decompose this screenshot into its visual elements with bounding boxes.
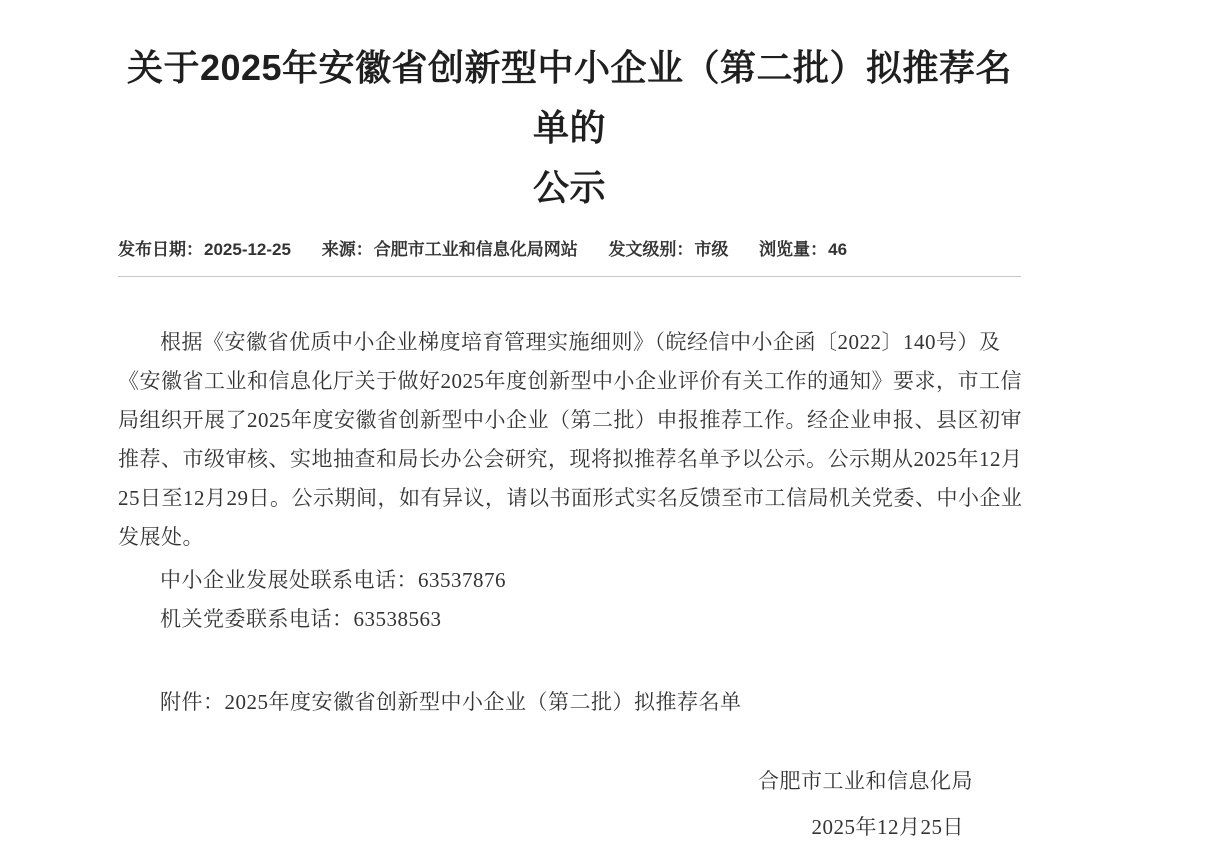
article-body: [118, 323, 1021, 847]
meta-level-value: 市级: [694, 240, 729, 259]
meta-level: [608, 238, 728, 262]
paragraph-line: 推荐、市级审核、实地抽查和局长办公会研究，现将拟推荐名单予以公示。公示期从2025年12月: [118, 447, 1023, 471]
meta-source-value: 合肥市工业和信息化局网站: [373, 240, 578, 259]
page-title-line-2: 公示: [532, 167, 606, 208]
contact-info: [118, 561, 1021, 639]
meta-publish-date: [118, 238, 291, 262]
content-divider: [118, 276, 1021, 277]
meta-views: [759, 238, 847, 262]
meta-source: [322, 238, 578, 262]
meta-level-label: 发文级别：: [608, 240, 694, 259]
meta-views-value: 46: [828, 240, 848, 259]
page-title-line-1: 关于2025年安徽省创新型中小企业（第二批）拟推荐名单的: [126, 47, 1013, 148]
paragraph-line: 25日至12月29日。公示期间，如有异议，请以书面形式实名反馈至市工信局机关党委、中小企业: [118, 486, 1023, 510]
meta-bar: [118, 238, 1021, 262]
paragraph-line: 《安徽省工业和信息化厅关于做好2025年度创新型中小企业评价有关工作的通知》要求，市工信: [118, 369, 1022, 393]
meta-source-label: 来源：: [321, 240, 373, 259]
page-title: [118, 38, 1021, 218]
signature-block: [118, 762, 1021, 847]
body-paragraph: [118, 323, 1021, 557]
paragraph-line: 发展处。: [118, 525, 204, 549]
paragraph-line: 局组织开展了2025年度安徽省创新型中小企业（第二批）申报推荐工作。经企业申报、县区初审: [118, 408, 1022, 432]
attachment-line: 附件：2025年度安徽省创新型中小企业（第二批）拟推荐名单: [160, 690, 742, 714]
meta-views-label: 浏览量：: [759, 240, 828, 259]
signature-org: 合肥市工业和信息化局: [758, 769, 973, 793]
meta-publish-date-value: 2025-12-25: [204, 240, 291, 259]
signature-date: 2025年12月25日: [811, 815, 964, 839]
paragraph-line: 根据《安徽省优质中小企业梯度培育管理实施细则》（皖经信中小企函〔2022〕140号）及: [160, 330, 1001, 354]
meta-publish-date-label: 发布日期：: [118, 240, 203, 259]
contact-line-sme-division: 中小企业发展处联系电话：63537876: [160, 568, 506, 592]
contact-line-party-committee: 机关党委联系电话：63538563: [160, 607, 442, 631]
